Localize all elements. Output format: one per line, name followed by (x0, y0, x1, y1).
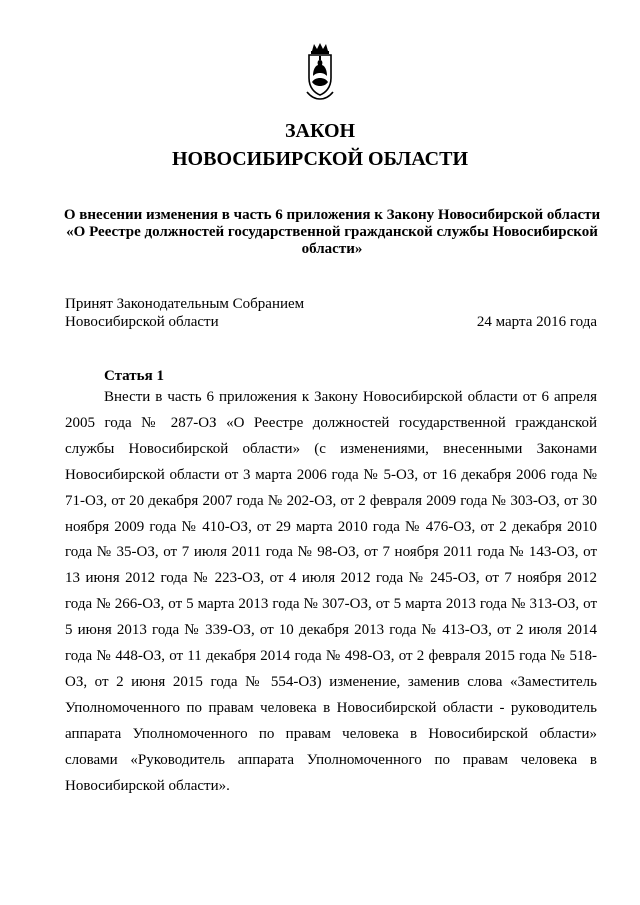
coat-of-arms-icon (299, 42, 341, 102)
document-type-title: ЗАКОН (284, 120, 356, 142)
adopted-by-line1: Принят Законодательным Собранием (65, 296, 305, 312)
article-heading: Статья 1 (104, 368, 164, 384)
article-body: Внести в часть 6 приложения к Закону Новосибирской области от 6 апреля 2005 года № 287-ОЗ «О Реестре должностей государственной гражданской службы Новосибирской области» (с изменениями, внесенными Законами Новосибирской области от 3 марта 2006 года № 5-ОЗ, от 16 декабря 2006 года № 71-ОЗ, от 20 декабря 2007 года № 202-ОЗ, от 2 февраля 2009 года № 303-ОЗ, от 30 ноября 2009 года № 410-ОЗ, от 29 марта 2010 года № 476-ОЗ, от 2 декабря 2010 года № 35-ОЗ, от 7 июля 2011 года № 98-ОЗ, от 7 ноября 2011 года № 143-ОЗ, от 13 июня 2012 года № 223-ОЗ, от 4 июля 2012 года № 245-ОЗ, от 7 ноября 2012 года № 266-ОЗ, от 5 марта 2013 года № 307-ОЗ, от 5 марта 2013 года № 313-ОЗ, от 5 июня 2013 года № 339-ОЗ, от 10 декабря 2013 года № 413-ОЗ, от 2 июля 2014 года № 448-ОЗ, от 11 декабря 2014 года № 498-ОЗ, от 2 февраля 2015 года № 518-ОЗ, от 2 июня 2015 года № 554-ОЗ) изменение, заменив слова «Заместитель Уполномоченного по правам человека в Новосибирской области - руководитель аппарата Уполномоченного по правам человека в Новосибирской области» словами «Руководитель аппарата Уполномоченного по правам человека в Новосибирской области». (65, 389, 597, 794)
adoption-date: 24 марта 2016 года (476, 314, 597, 330)
issuing-region-title: НОВОСИБИРСКОЙ ОБЛАСТИ (171, 148, 469, 170)
law-subject: О внесении изменения в часть 6 приложения к Закону Новосибирской области «О Реестре должностей государственной гражданской службы Новосибирской области» (63, 207, 601, 257)
adopted-by-line2: Новосибирской области (65, 314, 219, 330)
